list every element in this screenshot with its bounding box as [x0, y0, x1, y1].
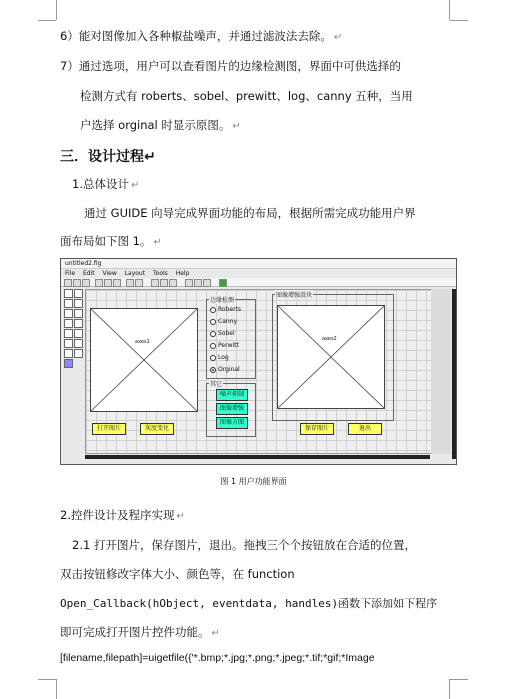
save-icon[interactable]	[82, 279, 90, 287]
axes2[interactable]	[277, 305, 385, 409]
item-6: 6）能对图像加入各种椒盐噪声，并通过滤波法去除。 ↵	[60, 29, 343, 43]
save-image-button[interactable]: 保存图片	[300, 423, 334, 435]
crop-mark-tl-v	[56, 0, 57, 20]
enhance-slider-label: 图像增强滑块	[276, 292, 313, 299]
paste-icon[interactable]	[113, 279, 121, 287]
body-1-line2: 面布局如下图 1。 ↵	[60, 234, 162, 248]
menu-bar	[61, 269, 456, 278]
menu-editor-icon[interactable]	[160, 279, 168, 287]
menu-view[interactable]: View	[102, 270, 117, 277]
crop-mark-bl-v	[56, 679, 57, 699]
menu-tools[interactable]: Tools	[153, 270, 168, 277]
redo-icon[interactable]	[135, 279, 143, 287]
run-icon[interactable]	[219, 279, 227, 287]
popup-tool-icon[interactable]	[74, 319, 83, 328]
vertical-scrollbar[interactable]	[452, 289, 456, 459]
panel-tool-icon[interactable]	[64, 349, 73, 358]
other-panel[interactable]	[206, 383, 256, 437]
activex-tool-icon[interactable]	[64, 359, 73, 368]
buttongroup-tool-icon[interactable]	[74, 349, 83, 358]
menu-layout[interactable]: Layout	[124, 270, 146, 277]
window-title: untitled2.fig	[61, 259, 456, 269]
radio-orginal[interactable]: Orginal	[210, 366, 240, 373]
noise-suppress-button[interactable]: 噪声抑制	[216, 389, 248, 401]
toggle-tool-icon[interactable]	[74, 329, 83, 338]
slider-tool-icon[interactable]	[64, 299, 73, 308]
axes1-label: axes1	[135, 339, 150, 345]
text-tool-icon[interactable]	[64, 319, 73, 328]
body-2-line3: Open_Callback(hObject, eventdata, handles)函数下添加如下程序	[60, 597, 438, 610]
enhance-slider-panel[interactable]	[272, 294, 394, 421]
tab-order-icon[interactable]	[169, 279, 177, 287]
align-icon[interactable]	[151, 279, 159, 287]
body-2-line2: 双击按钮修改字体大小、颜色等，在 function	[60, 567, 295, 581]
menu-help[interactable]: Help	[175, 270, 190, 277]
body-2-line4: 即可完成打开图片控件功能。 ↵	[60, 625, 220, 639]
subheading-control-design: 2.控件设计及程序实现 ↵	[60, 508, 185, 522]
other-panel-label: 其它	[210, 381, 223, 388]
open-image-button[interactable]: 打开图片	[92, 423, 126, 435]
radio-log[interactable]: Log	[210, 354, 229, 361]
gui-screenshot-figure	[60, 258, 457, 465]
checkbox-tool-icon[interactable]	[64, 309, 73, 318]
image-enhance-button[interactable]: 图像增强	[216, 403, 248, 415]
cut-icon[interactable]	[95, 279, 103, 287]
crop-mark-tl-h	[38, 20, 56, 21]
edge-detect-label: 边缘检测	[210, 297, 235, 304]
item-7-line3: 户选择 orginal 时显示原图。 ↵	[80, 118, 241, 132]
horizontal-scrollbar[interactable]	[85, 455, 430, 459]
mfile-icon[interactable]	[185, 279, 193, 287]
copy-icon[interactable]	[104, 279, 112, 287]
exit-button[interactable]: 退出	[348, 423, 382, 435]
pushbutton-tool-icon[interactable]	[74, 289, 83, 298]
body-1-line1: 通过 GUIDE 向导完成界面功能的布局，根据所需完成功能用户界	[84, 206, 416, 220]
radio-roberts[interactable]: Roberts	[210, 306, 241, 313]
property-icon[interactable]	[194, 279, 202, 287]
new-icon[interactable]	[64, 279, 72, 287]
browser-icon[interactable]	[203, 279, 211, 287]
image-histogram-button[interactable]: 图像方图	[216, 417, 248, 429]
gray-change-button[interactable]: 灰度变化	[140, 423, 174, 435]
item-7-line2: 检测方式有 roberts、sobel、prewitt、log、canny 五种，当用	[80, 89, 413, 103]
crop-mark-tr-h	[450, 20, 468, 21]
heading-design-process: 三．设计过程↵	[60, 149, 156, 165]
radio-sobel[interactable]: Sobel	[210, 330, 235, 337]
axes1[interactable]	[90, 308, 198, 412]
table-tool-icon[interactable]	[64, 339, 73, 348]
radio-tool-icon[interactable]	[74, 299, 83, 308]
layout-canvas[interactable]	[85, 289, 432, 454]
select-tool-icon[interactable]	[64, 289, 73, 298]
toolbar	[61, 278, 456, 287]
menu-edit[interactable]: Edit	[82, 270, 95, 277]
axes2-label: axes2	[322, 336, 337, 342]
undo-icon[interactable]	[126, 279, 134, 287]
axes-tool-icon[interactable]	[74, 339, 83, 348]
menu-file[interactable]: File	[65, 270, 76, 277]
radio-canny[interactable]: Canny	[210, 318, 237, 325]
subheading-2-1: 2.1 打开图片，保存图片，退出。拖拽三个个按钮放在合适的位置，	[72, 538, 416, 552]
crop-mark-tr-v	[449, 0, 450, 20]
item-7-line1: 7）通过选项，用户可以查看图片的边缘检测图，界面中可供选择的	[60, 59, 401, 73]
open-icon[interactable]	[73, 279, 81, 287]
edit-tool-icon[interactable]	[74, 309, 83, 318]
radio-perwitt[interactable]: Perwitt	[210, 342, 239, 349]
crop-mark-br-v	[449, 679, 450, 699]
crop-mark-br-h	[450, 679, 468, 680]
figure-caption: 图 1 用户功能界面	[220, 477, 287, 486]
crop-mark-bl-h	[38, 679, 56, 680]
code-line-1: [filename,filepath]=uigetfile({'*.bmp;*.jpg;*.png;*.jpeg;*.tif;*gif;*Image	[60, 652, 375, 664]
component-palette	[64, 289, 82, 379]
listbox-tool-icon[interactable]	[64, 329, 73, 338]
edge-detect-panel[interactable]	[206, 299, 256, 379]
subheading-overall-design: 1.总体设计 ↵	[72, 177, 140, 191]
canvas-margin	[431, 289, 451, 454]
